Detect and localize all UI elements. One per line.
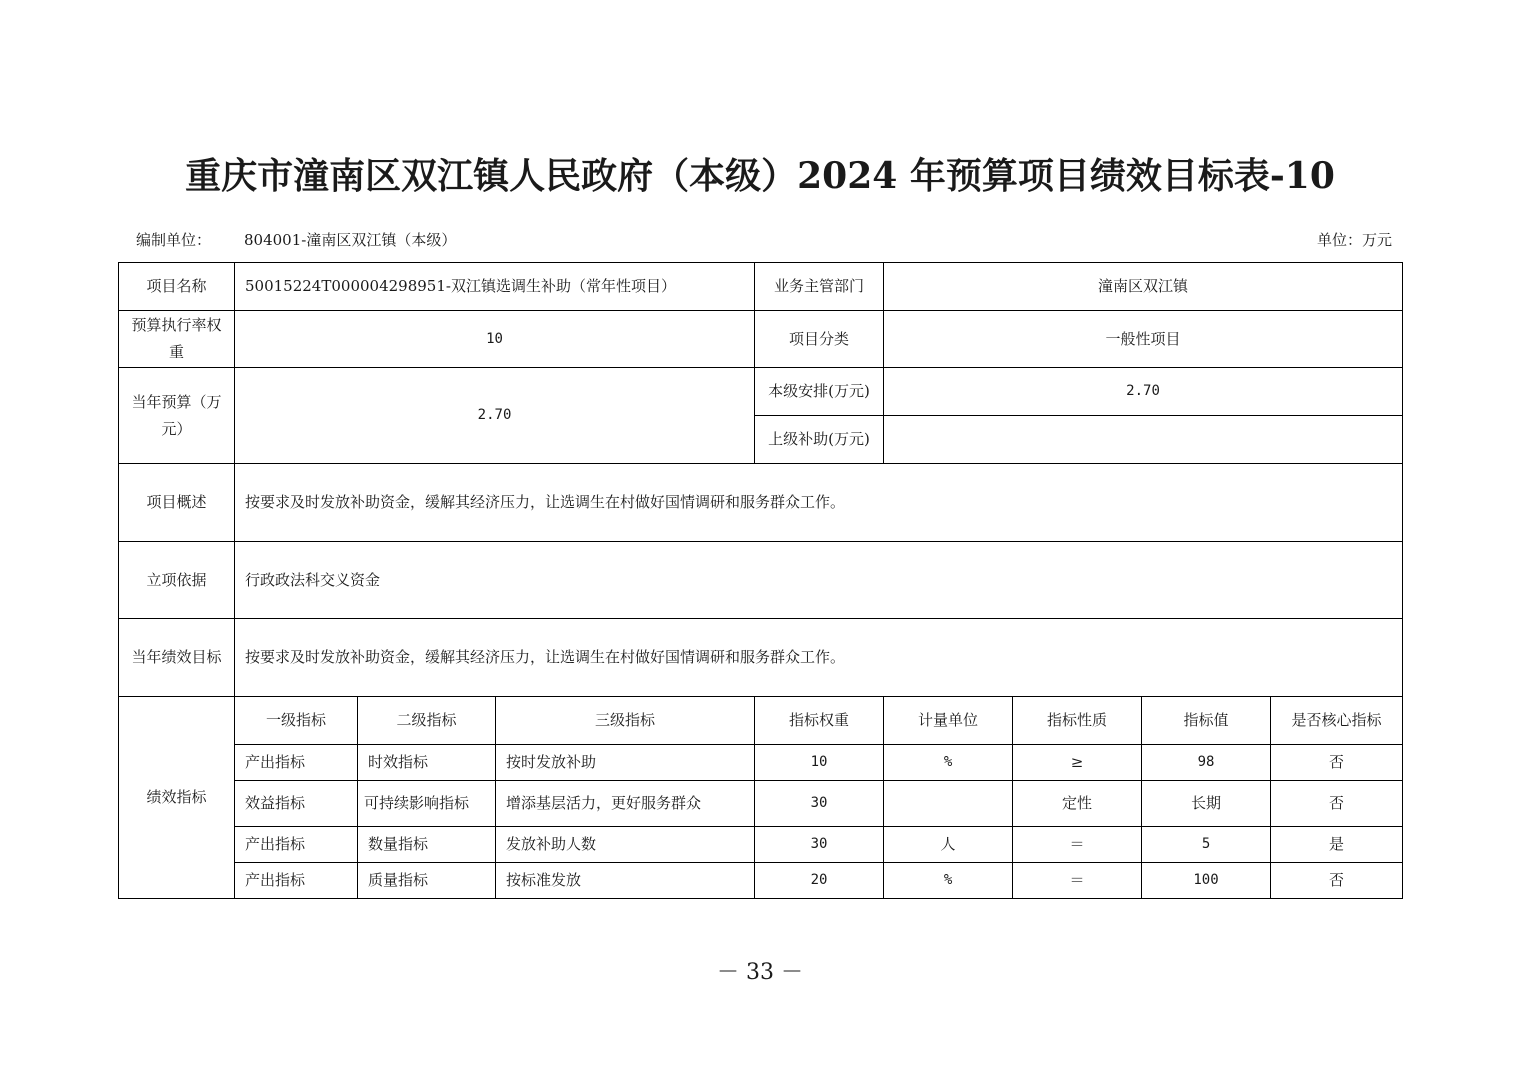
indicator-nature: 定性 [1013,781,1142,827]
upper-label: 上级补助(万元) [755,416,884,464]
indicator-header-cell: 计量单位 [884,697,1013,745]
indicator-nature: ＝ [1013,827,1142,863]
indicator-unit: % [884,745,1013,781]
overview-value: 按要求及时发放补助资金，缓解其经济压力，让选调生在村做好国情调研和服务群众工作。 [235,464,1403,542]
compiling-unit-label: 编制单位： [136,231,212,249]
exec-weight-value: 10 [235,311,755,368]
row-project-name [119,263,1403,311]
indicator-unit: 人 [884,827,1013,863]
indicator-row [119,781,1403,827]
indicators-label: 绩效指标 [119,697,235,899]
dept-value: 潼南区双江镇 [884,263,1403,311]
indicator-level1: 效益指标 [235,781,358,827]
indicator-weight: 20 [755,863,884,899]
indicator-weight: 30 [755,827,884,863]
local-label: 本级安排(万元) [755,368,884,416]
indicator-value: 5 [1142,827,1271,863]
category-label: 项目分类 [755,311,884,368]
indicator-weight: 10 [755,745,884,781]
goal-label: 当年绩效目标 [119,619,235,697]
indicator-value: 100 [1142,863,1271,899]
dept-label: 业务主管部门 [755,263,884,311]
budget-label: 当年预算（万元） [119,368,235,464]
indicator-level2: 数量指标 [358,827,496,863]
project-name-label: 项目名称 [119,263,235,311]
indicator-header-cell: 指标权重 [755,697,884,745]
upper-value [884,416,1403,464]
overview-label: 项目概述 [119,464,235,542]
performance-target-table [118,262,1403,899]
indicator-level1: 产出指标 [235,745,358,781]
indicator-header-cell: 一级指标 [235,697,358,745]
indicator-nature: ≥ [1013,745,1142,781]
indicator-value: 98 [1142,745,1271,781]
indicator-level3: 增添基层活力，更好服务群众 [496,781,755,827]
row-budget-local [119,368,1403,416]
basis-label: 立项依据 [119,542,235,619]
indicator-level3: 按时发放补助 [496,745,755,781]
indicator-row [119,745,1403,781]
budget-value: 2.70 [235,368,755,464]
money-unit: 单位：万元 [1316,231,1392,249]
indicator-level3: 发放补助人数 [496,827,755,863]
document-title: 重庆市潼南区双江镇人民政府（本级）2024 年预算项目绩效目标表-10 [185,155,1335,197]
indicator-level2: 质量指标 [358,863,496,899]
indicator-header-cell: 指标值 [1142,697,1271,745]
indicator-level1: 产出指标 [235,827,358,863]
indicator-weight: 30 [755,781,884,827]
indicator-header-cell: 是否核心指标 [1271,697,1403,745]
goal-value: 按要求及时发放补助资金，缓解其经济压力，让选调生在村做好国情调研和服务群众工作。 [235,619,1403,697]
indicator-row [119,863,1403,899]
category-value: 一般性项目 [884,311,1403,368]
basis-value: 行政政法科交义资金 [235,542,1403,619]
indicator-unit [884,781,1013,827]
project-name-value: 50015224T000004298951-双江镇选调生补助（常年性项目） [235,263,755,311]
indicator-row [119,827,1403,863]
indicator-unit: % [884,863,1013,899]
compiling-unit-value: 804001-潼南区双江镇（本级） [244,231,457,249]
indicator-header-cell: 二级指标 [358,697,496,745]
indicator-header-cell: 指标性质 [1013,697,1142,745]
local-value: 2.70 [884,368,1403,416]
indicator-core: 是 [1271,827,1403,863]
row-exec-weight [119,311,1403,368]
indicator-level1: 产出指标 [235,863,358,899]
indicator-header-row [119,697,1403,745]
indicator-level2: 可持续影响指标 [358,781,496,827]
indicator-nature: ＝ [1013,863,1142,899]
indicator-level2: 时效指标 [358,745,496,781]
exec-weight-label: 预算执行率权重 [119,311,235,368]
indicator-value: 长期 [1142,781,1271,827]
row-basis [119,542,1403,619]
row-goal [119,619,1403,697]
page-number: － 33 － [717,960,803,985]
row-overview [119,464,1403,542]
indicator-header-cell: 三级指标 [496,697,755,745]
indicator-core: 否 [1271,781,1403,827]
indicator-level3: 按标准发放 [496,863,755,899]
indicator-core: 否 [1271,863,1403,899]
indicator-core: 否 [1271,745,1403,781]
